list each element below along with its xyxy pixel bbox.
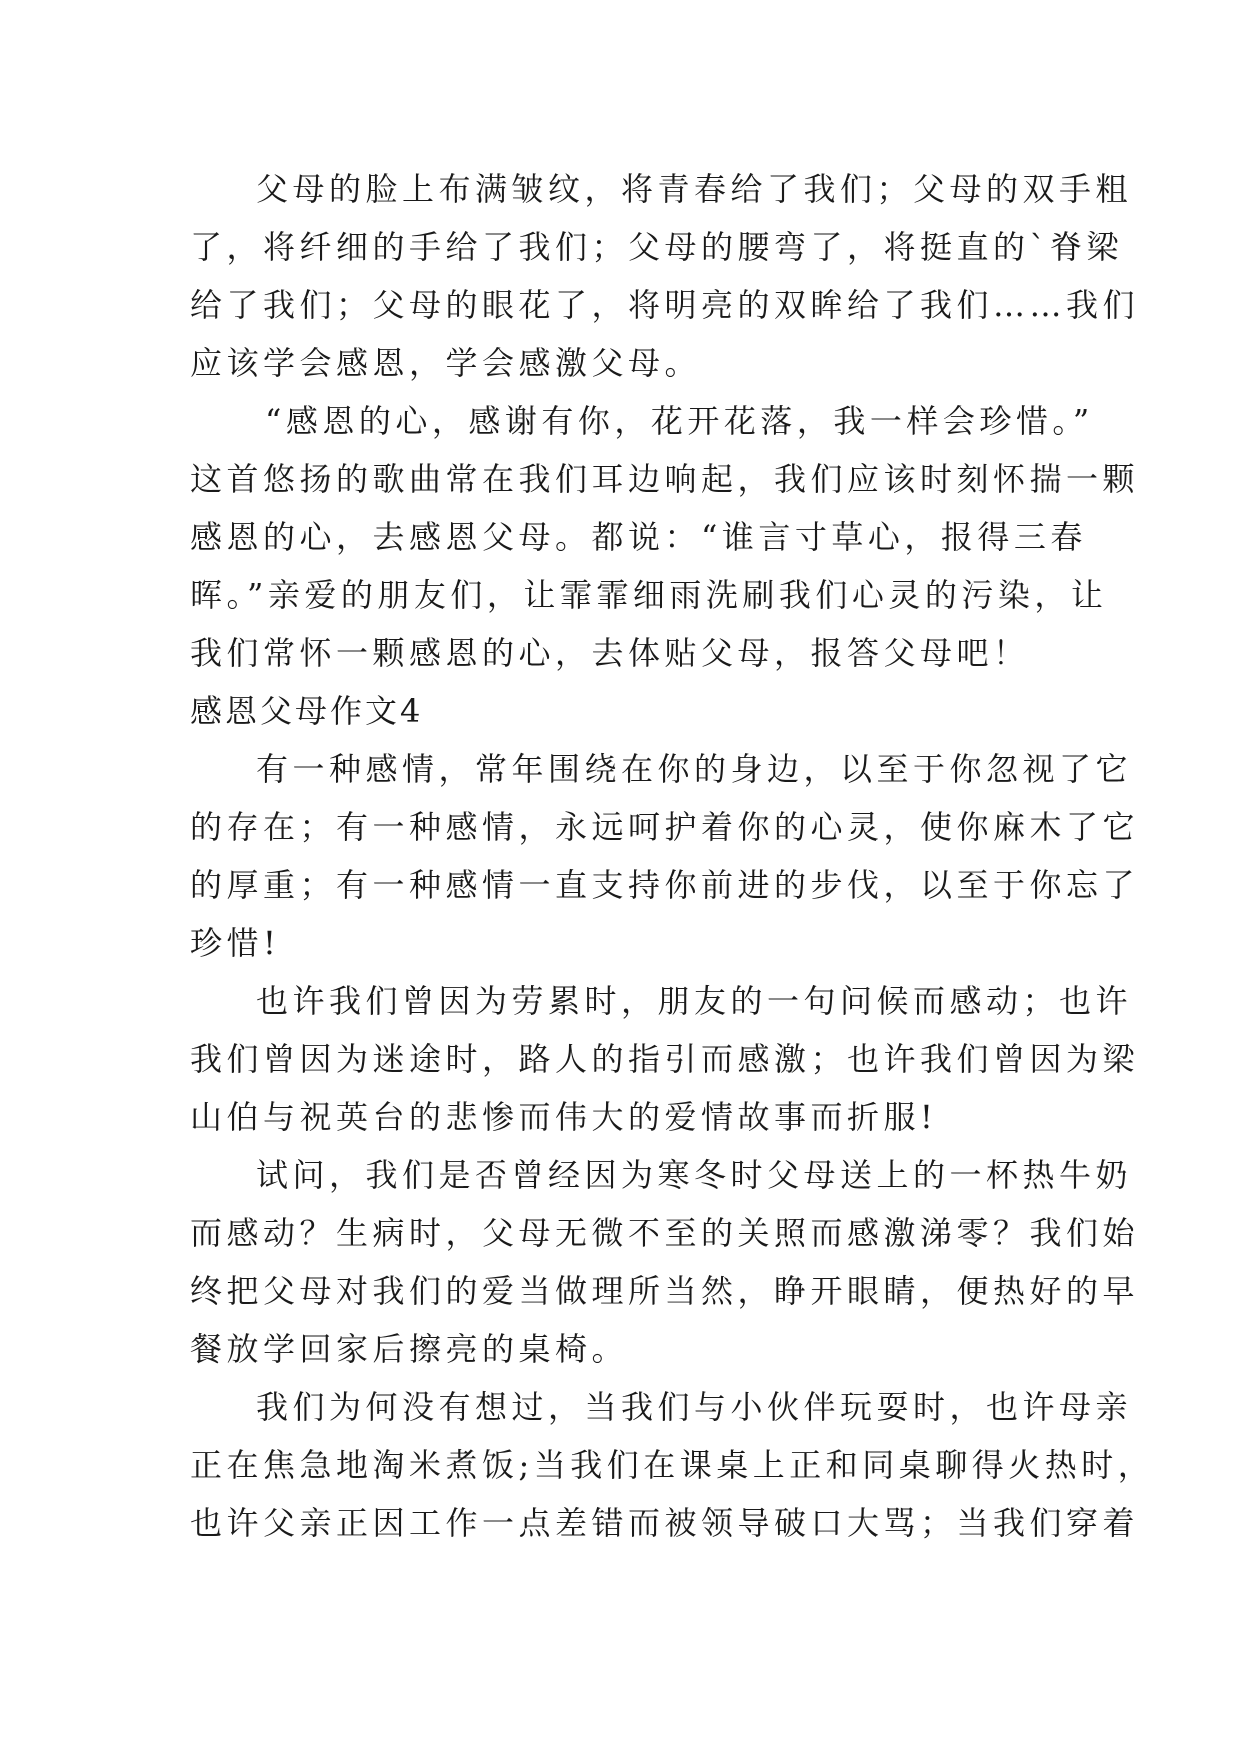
text-line: 了，将纤细的手给了我们；父母的腰弯了，将挺直的`脊梁 [190, 228, 1124, 266]
text-line: 有一种感情，常年围绕在你的身边，以至于你忽视了它 [256, 750, 1133, 788]
text-line: 餐放学回家后擦亮的桌椅。 [190, 1330, 629, 1368]
paragraph [190, 392, 1140, 682]
text-line: 的存在；有一种感情，永远呵护着你的心灵，使你麻木了它 [190, 808, 1140, 846]
text-line: 珍惜! [190, 924, 281, 962]
paragraph [190, 1146, 1140, 1378]
text-line: 父母的脸上布满皱纹，将青春给了我们；父母的双手粗 [256, 170, 1133, 208]
text-line: 给了我们；父母的眼花了，将明亮的双眸给了我们……我们 [190, 286, 1140, 324]
text-line: 山伯与祝英台的悲惨而伟大的爱情故事而折服! [190, 1098, 938, 1136]
text-line: 晖。”亲爱的朋友们，让霏霏细雨洗刷我们心灵的污染，让 [190, 576, 1108, 614]
section-heading: 感恩父母作文4 [190, 692, 424, 730]
text-line: “感恩的心，感谢有你，花开花落，我一样会珍惜。” [265, 402, 1094, 440]
text-line: 试问，我们是否曾经因为寒冬时父母送上的一杯热牛奶 [256, 1156, 1133, 1194]
text-line: 这首悠扬的歌曲常在我们耳边响起，我们应该时刻怀揣一颗 [190, 460, 1140, 498]
text-line: 应该学会感恩，学会感激父母。 [190, 344, 702, 382]
text-line: 也许父亲正因工作一点差错而被领导破口大骂；当我们穿着 [190, 1504, 1140, 1542]
text-line: 的厚重；有一种感情一直支持你前进的步伐，以至于你忘了 [190, 866, 1140, 904]
paragraph [190, 740, 1140, 972]
document-page [190, 160, 1155, 1552]
paragraph [190, 972, 1140, 1146]
text-line: 终把父母对我们的爱当做理所当然，睁开眼睛，便热好的早 [190, 1272, 1140, 1310]
text-line: 而感动？生病时，父母无微不至的关照而感激涕零？我们始 [190, 1214, 1140, 1252]
paragraph [190, 160, 1140, 392]
text-line: 正在焦急地淘米煮饭;当我们在课桌上正和同桌聊得火热时， [190, 1446, 1155, 1484]
text-line: 也许我们曾因为劳累时，朋友的一句问候而感动；也许 [256, 982, 1133, 1020]
text-line: 我们曾因为迷途时，路人的指引而感激；也许我们曾因为梁 [190, 1040, 1140, 1078]
text-line: 感恩的心，去感恩父母。都说：“谁言寸草心，报得三春 [190, 518, 1087, 556]
text-line: 我们常怀一颗感恩的心，去体贴父母，报答父母吧！ [190, 634, 1030, 672]
paragraph [190, 1378, 1155, 1552]
text-line: 我们为何没有想过，当我们与小伙伴玩耍时，也许母亲 [256, 1388, 1133, 1426]
